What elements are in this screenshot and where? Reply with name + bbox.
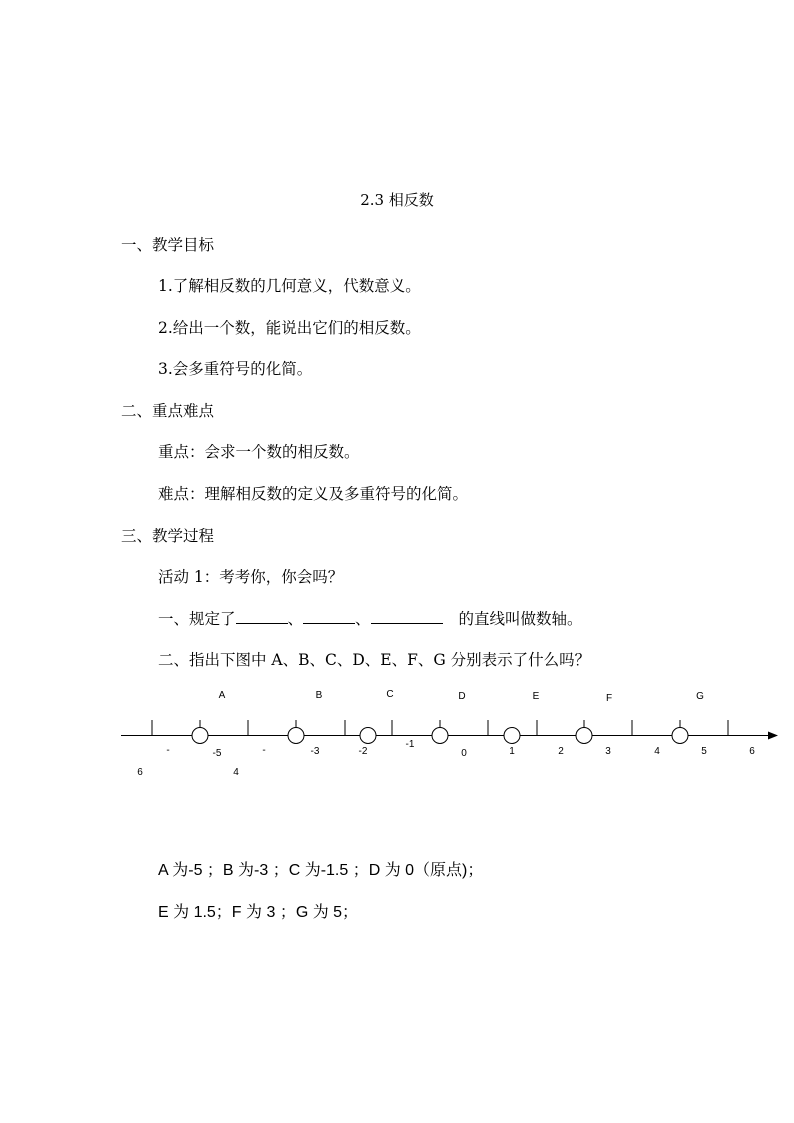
number-line-figure <box>0 680 794 800</box>
tick-label: 5 <box>701 746 707 757</box>
tick-label: 0 <box>461 748 467 759</box>
point-c-marker <box>360 728 376 744</box>
point-label-e: E <box>532 691 540 702</box>
point-labels <box>219 689 704 704</box>
page-title: 2.3 相反数 <box>360 191 434 209</box>
tick-label: 4 <box>654 746 660 757</box>
question-1-separator-1: 、 <box>287 610 304 628</box>
section-heading-key-points: 二、重点难点 <box>121 402 215 420</box>
point-d-marker <box>432 728 448 744</box>
tick-label: 2 <box>558 746 564 757</box>
axis-arrow-icon <box>768 732 778 740</box>
question-1 <box>158 607 583 629</box>
answer-blank-1 <box>236 609 288 624</box>
tick-label: - <box>262 745 266 756</box>
tick-label: 3 <box>605 746 611 757</box>
point-label-g: G <box>696 691 704 702</box>
point-f-marker <box>576 728 592 744</box>
objective-item-2: 2.给出一个数，能说出它们的相反数。 <box>158 319 421 337</box>
tick-label: 6 <box>137 767 143 778</box>
objective-item-3: 3.会多重符号的化简。 <box>158 360 313 378</box>
tick-label: 6 <box>749 746 755 757</box>
point-label-b: B <box>315 690 323 701</box>
point-a-marker <box>192 728 208 744</box>
answer-line-1: A 为-5 ；B 为-3 ；C 为-1.5 ；D 为 0（原点)； <box>158 862 484 879</box>
question-1-suffix: 的直线叫做数轴。 <box>458 610 583 628</box>
question-2: 二、指出下图中 A、B、C、D、E、F、G 分别表示了什么吗？ <box>158 651 591 669</box>
objective-item-1: 1.了解相反数的几何意义，代数意义。 <box>158 277 421 295</box>
key-point-text: 重点：会求一个数的相反数。 <box>158 443 360 461</box>
point-label-a: A <box>218 690 226 701</box>
activity-title: 活动 1：考考你，你会吗？ <box>158 568 344 586</box>
tick-label: 1 <box>509 746 515 757</box>
tick-label: - <box>166 745 170 756</box>
tick-labels <box>137 739 755 778</box>
point-label-d: D <box>458 691 466 702</box>
point-label-c: C <box>386 689 394 700</box>
answer-blank-3 <box>371 609 443 624</box>
section-heading-process: 三、教学过程 <box>121 527 215 545</box>
difficulty-text: 难点：理解相反数的定义及多重符号的化简。 <box>158 485 469 503</box>
section-heading-objectives: 一、教学目标 <box>121 236 215 254</box>
tick-label: -1 <box>405 739 415 750</box>
tick-label: -3 <box>310 746 320 757</box>
tick-label: 4 <box>233 767 239 778</box>
question-1-prefix: 一、规定了 <box>158 610 236 628</box>
question-1-separator-2: 、 <box>355 610 371 628</box>
answer-blank-2 <box>303 609 355 624</box>
point-label-f: F <box>605 693 613 704</box>
point-e-marker <box>504 728 520 744</box>
tick-label: -2 <box>358 746 368 757</box>
point-g-marker <box>672 728 688 744</box>
tick-label: -5 <box>212 748 222 759</box>
answer-line-2: E 为 1.5；F 为 3 ；G 为 5； <box>158 904 359 921</box>
point-b-marker <box>288 728 304 744</box>
